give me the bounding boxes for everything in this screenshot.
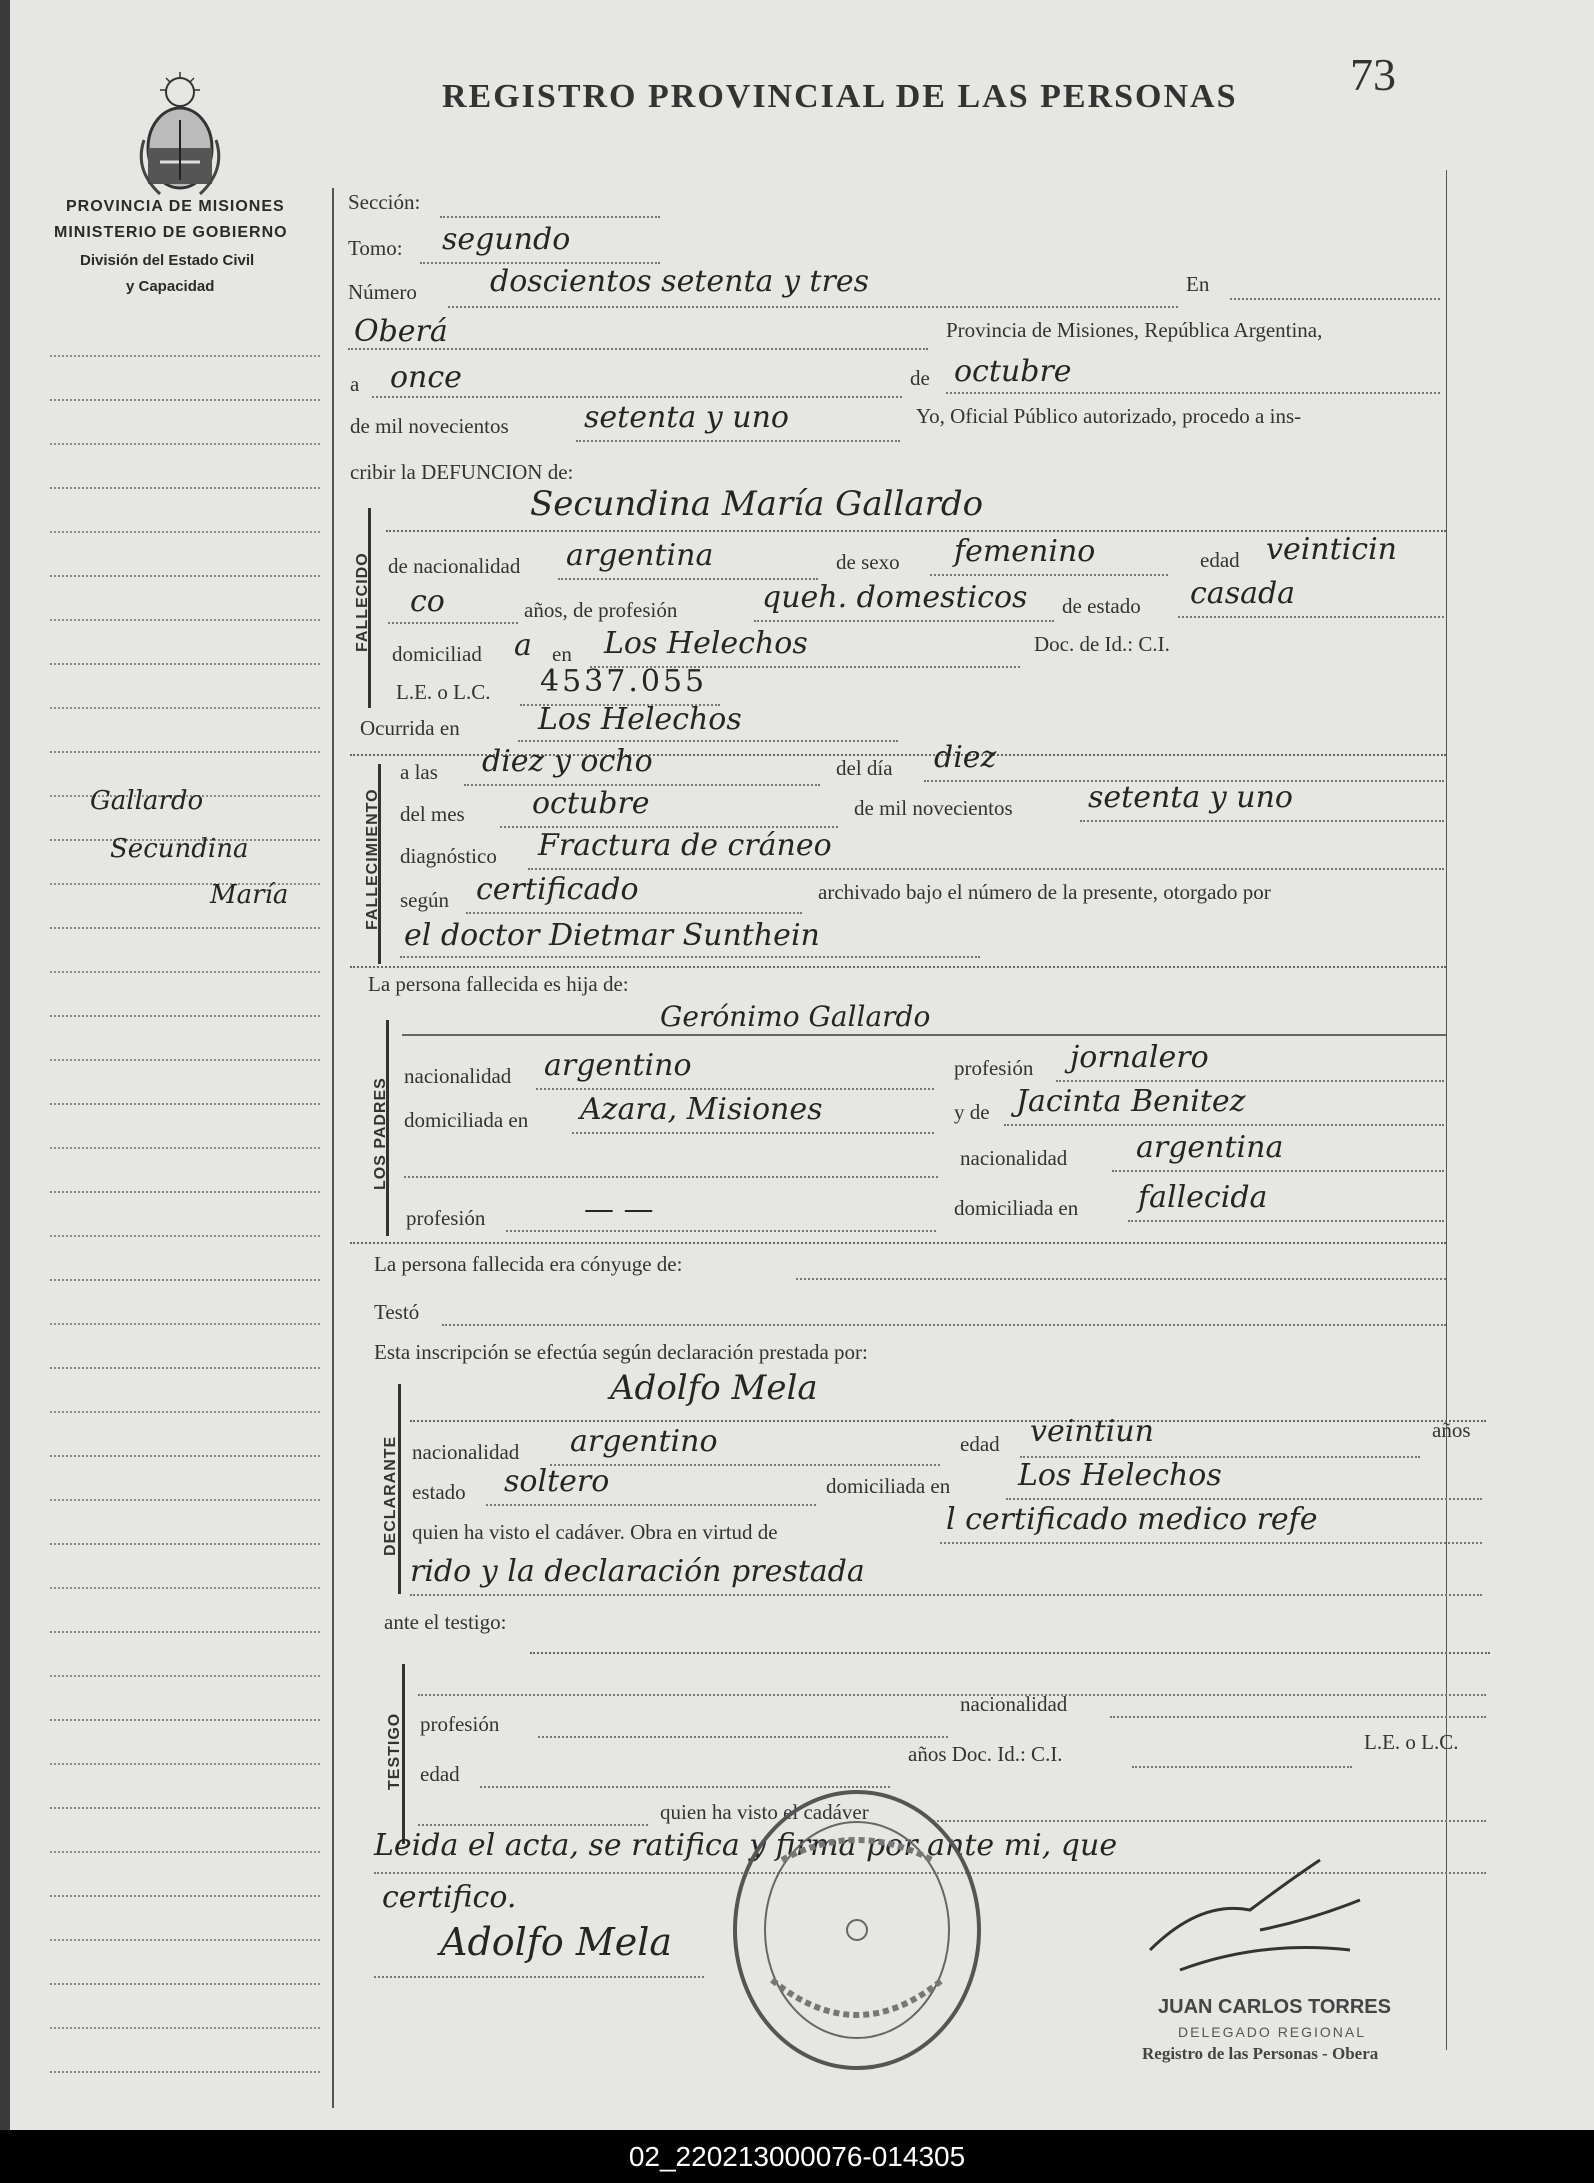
edad-value-1: veinticin xyxy=(1266,532,1397,567)
official-signature-icon xyxy=(1140,1840,1380,1990)
le-lc-label: L.E. o L.C. xyxy=(396,680,491,704)
del-mes-label: del mes xyxy=(400,802,465,826)
margin-rule xyxy=(50,1939,320,1941)
decl-estado-value: soltero xyxy=(504,1464,610,1499)
margin-rule xyxy=(50,1675,320,1677)
decl-estado-label: estado xyxy=(412,1480,466,1504)
obra-value-2: rido y la declaración prestada xyxy=(410,1554,865,1589)
ante-testigo-label: ante el testigo: xyxy=(384,1610,507,1634)
page-number: 73 xyxy=(1350,49,1396,100)
numero-label: Número xyxy=(348,280,417,304)
margin-rule xyxy=(50,1235,320,1237)
nacionalidad-value: argentina xyxy=(566,538,714,573)
margin-rule xyxy=(50,1367,320,1369)
right-rule xyxy=(1446,170,1447,2050)
quien-visto-text: quien ha visto el cadáver. Obra en virtud de xyxy=(412,1520,778,1544)
numero-value: doscientos setenta y tres xyxy=(490,264,869,299)
anos-label: años xyxy=(1432,1418,1471,1442)
de-mil-2-label: de mil novecientos xyxy=(854,796,1013,820)
province-label: PROVINCIA DE MISIONES xyxy=(66,198,285,215)
declarante-value: Adolfo Mela xyxy=(610,1368,818,1408)
decl-dom-value: Los Helechos xyxy=(1018,1458,1222,1493)
division-label: División del Estado Civil xyxy=(80,252,255,269)
dia-fall-value: diez xyxy=(934,740,997,775)
margin-rule xyxy=(50,1851,320,1853)
profesion-value: queh. domesticos xyxy=(762,580,1028,615)
quien-visto-2-text: quien ha visto el cadáver xyxy=(660,1800,869,1824)
hora-value: diez y ocho xyxy=(482,744,653,779)
archivado-text: archivado bajo el número de la presente, otorgado por xyxy=(818,880,1271,904)
sexo-value: femenino xyxy=(954,534,1096,569)
margin-rule xyxy=(50,1015,320,1017)
doctor-value: el doctor Dietmar Sunthein xyxy=(404,918,820,953)
fallecimiento-label: FALLECIMIENTO xyxy=(364,788,381,930)
padre-dom-value: Azara, Misiones xyxy=(580,1092,823,1127)
division-label-2: y Capacidad xyxy=(126,278,215,295)
de-mil-label: de mil novecientos xyxy=(350,414,509,438)
a-label: a xyxy=(350,372,360,396)
ano-value: setenta y uno xyxy=(584,400,789,435)
margin-rule xyxy=(50,1279,320,1281)
padre-dom-label: domiciliada en xyxy=(404,1108,529,1132)
en-label: En xyxy=(1186,272,1210,296)
margin-rule xyxy=(50,1763,320,1765)
margin-rule xyxy=(50,1587,320,1589)
conyuge-label: La persona fallecida era cónyuge de: xyxy=(374,1252,683,1276)
padre-nac-value: argentino xyxy=(544,1048,692,1083)
decl-nac-value: argentino xyxy=(570,1424,718,1459)
official-office: Registro de las Personas - Obera xyxy=(1142,2044,1379,2063)
main-rule xyxy=(332,188,334,2108)
margin-rule xyxy=(50,1543,320,1545)
madre-nac-value: argentina xyxy=(1136,1130,1284,1165)
margin-rule xyxy=(50,751,320,753)
image-id-footer: 02_220213000076-014305 xyxy=(0,2130,1594,2183)
fallecido-label: FALLECIDO xyxy=(354,552,371,652)
domiciliad-suffix: a xyxy=(514,628,532,663)
mes-fall-value: octubre xyxy=(532,786,650,821)
estado-label: de estado xyxy=(1062,594,1141,618)
margin-rule xyxy=(50,1631,320,1633)
padre-value: Gerónimo Gallardo xyxy=(660,1000,931,1033)
doc-id-label: Doc. de Id.: C.I. xyxy=(1034,632,1170,656)
margin-rule xyxy=(50,487,320,489)
del-dia-label: del día xyxy=(836,756,893,780)
margin-rule xyxy=(50,1191,320,1193)
y-de-label: y de xyxy=(954,1100,990,1124)
margin-rule xyxy=(50,619,320,621)
margin-rule xyxy=(50,1895,320,1897)
estado-value: casada xyxy=(1190,576,1296,611)
margin-rule xyxy=(50,399,320,401)
cribir-text: cribir la DEFUNCION de: xyxy=(350,460,574,484)
document-page xyxy=(10,0,1594,2130)
margin-note-middle: María xyxy=(210,880,289,910)
padre-prof-label: profesión xyxy=(954,1056,1034,1080)
edad-value-2: co xyxy=(410,584,445,619)
de-label: de xyxy=(910,366,930,390)
coat-of-arms-icon xyxy=(130,70,230,200)
official-title: DELEGADO REGIONAL xyxy=(1178,2024,1367,2040)
declarante-signature: Adolfo Mela xyxy=(440,1920,673,1964)
provincia-label: Provincia de Misiones, República Argentina, xyxy=(946,318,1323,342)
margin-rule xyxy=(50,1103,320,1105)
mes-value: octubre xyxy=(954,354,1072,389)
tomo-label: Tomo: xyxy=(348,236,403,260)
sexo-label: de sexo xyxy=(836,550,900,574)
anos-doc-label: años Doc. Id.: C.I. xyxy=(908,1742,1063,1766)
margin-rule xyxy=(50,1719,320,1721)
nacionalidad-label: de nacionalidad xyxy=(388,554,521,578)
seccion-label: Sección: xyxy=(348,190,421,214)
segun-label: según xyxy=(400,888,449,912)
madre-dom-value: fallecida xyxy=(1138,1180,1268,1215)
a-las-label: a las xyxy=(400,760,438,784)
domiciliad-label: domiciliad xyxy=(392,642,482,666)
edad-label: edad xyxy=(1200,548,1240,572)
margin-rule xyxy=(50,1807,320,1809)
domicilio-en-label: en xyxy=(552,642,572,666)
margin-rule xyxy=(50,1147,320,1149)
testigo-label: TESTIGO xyxy=(386,1712,403,1790)
madre-nac-label: nacionalidad xyxy=(960,1146,1068,1170)
lugar-value: Oberá xyxy=(354,314,448,349)
margin-rule xyxy=(50,531,320,533)
margin-rule xyxy=(50,1411,320,1413)
cierre-value-1: Leida el acta, se ratifica y firma por ante mi, que xyxy=(374,1828,1118,1863)
profesion-label: años, de profesión xyxy=(524,598,678,622)
margin-rule xyxy=(50,663,320,665)
padre-nac-label: nacionalidad xyxy=(404,1064,512,1088)
testo-label: Testó xyxy=(374,1300,420,1324)
cierre-value-2: certifico. xyxy=(382,1880,517,1915)
decl-edad-value: veintiun xyxy=(1030,1414,1154,1449)
ocurrida-value: Los Helechos xyxy=(538,702,742,737)
margin-rule xyxy=(50,575,320,577)
margin-rule xyxy=(50,1059,320,1061)
testigo-edad-label: edad xyxy=(420,1762,460,1786)
inscripcion-text: Esta inscripción se efectúa según declaración prestada por: xyxy=(374,1340,868,1364)
margin-rule xyxy=(50,443,320,445)
decl-nac-label: nacionalidad xyxy=(412,1440,520,1464)
diagnostico-value: Fractura de cráneo xyxy=(538,828,832,863)
ocurrida-label: Ocurrida en xyxy=(360,716,460,740)
testigo-prof-label: profesión xyxy=(420,1712,500,1736)
margin-rule xyxy=(50,2071,320,2073)
tomo-value: segundo xyxy=(442,222,571,257)
madre-prof-value: — — xyxy=(584,1192,654,1227)
official-stamp-icon xyxy=(722,1780,992,2080)
ano-fall-value: setenta y uno xyxy=(1088,780,1293,815)
margin-note-first: Secundina xyxy=(110,834,249,864)
decl-edad-label: edad xyxy=(960,1432,1000,1456)
diagnostico-label: diagnóstico xyxy=(400,844,497,868)
yo-oficial-text: Yo, Oficial Público autorizado, procedo a ins- xyxy=(916,404,1302,428)
margin-rule xyxy=(50,1455,320,1457)
le-lc-2-label: L.E. o L.C. xyxy=(1364,1730,1459,1754)
margin-rule xyxy=(50,927,320,929)
padres-label: LOS PADRES xyxy=(372,1077,389,1190)
testigo-nac-label: nacionalidad xyxy=(960,1692,1068,1716)
le-value: 4537.055 xyxy=(540,664,708,699)
margin-rule xyxy=(50,2027,320,2029)
obra-value-1: l certificado medico refe xyxy=(946,1502,1318,1537)
madre-dom-label: domiciliada en xyxy=(954,1196,1079,1220)
declarante-label: DECLARANTE xyxy=(382,1435,399,1556)
hija-de-label: La persona fallecida es hija de: xyxy=(368,972,629,996)
madre-value: Jacinta Benitez xyxy=(1016,1084,1246,1119)
domicilio-value: Los Helechos xyxy=(604,626,808,661)
madre-prof-label: profesión xyxy=(406,1206,486,1230)
margin-rule xyxy=(50,1323,320,1325)
dia-value: once xyxy=(390,360,462,395)
padre-prof-value: jornalero xyxy=(1070,1040,1209,1075)
margin-rule xyxy=(50,355,320,357)
decl-dom-label: domiciliada en xyxy=(826,1474,951,1498)
ministry-label: MINISTERIO DE GOBIERNO xyxy=(54,224,288,241)
margin-rule xyxy=(50,1499,320,1501)
margin-rule xyxy=(50,707,320,709)
segun-value: certificado xyxy=(476,872,639,907)
margin-rule xyxy=(50,1983,320,1985)
official-name: JUAN CARLOS TORRES xyxy=(1158,1996,1391,2018)
margin-note-surname: Gallardo xyxy=(90,786,204,816)
nombre-value: Secundina María Gallardo xyxy=(530,484,984,524)
page-title: REGISTRO PROVINCIAL DE LAS PERSONAS xyxy=(442,78,1238,115)
margin-rule xyxy=(50,971,320,973)
